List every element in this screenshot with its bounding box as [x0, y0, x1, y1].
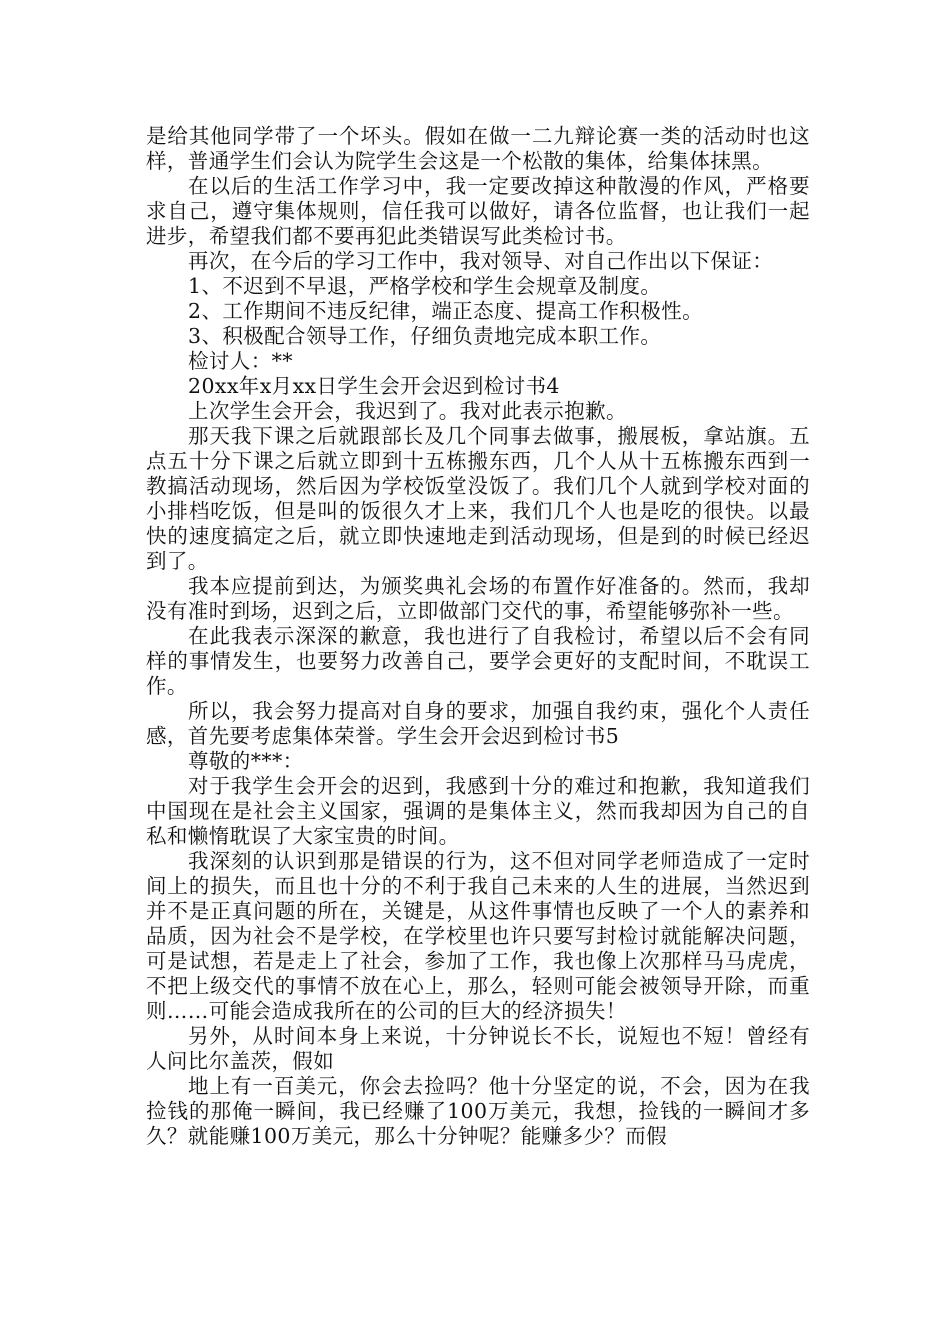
- salutation-line: 尊敬的***：: [188, 749, 304, 773]
- paragraph-18: 地上有一百美元，你会去捡吗？他十分坚定的说，不会，因为在我捡钱的那俺一瞬间，我已经赚了100万美元，我想，捡钱的一瞬间才多久？就能赚100万美元，那么十分钟呢？能赚多少？而假: [146, 1074, 810, 1148]
- paragraph-1: 是给其他同学带了一个坏头。假如在做一二九辩论赛一类的活动时也这样，普通学生们会认为院学生会这是一个松散的集体，给集体抹黑。: [146, 124, 810, 173]
- date-heading-line: 20xx年x月xx日学生会开会迟到检讨书4: [188, 374, 560, 398]
- paragraph-11: 我本应提前到达，为颁奖典礼会场的布置作好准备的。然而，我却没有准时到场，迟到之后，立即做部门交代的事，希望能够弥补一些。: [146, 574, 810, 623]
- list-item-2: 2、工作期间不违反纪律，端正态度、提高工作积极性。: [188, 299, 704, 323]
- paragraph-13: 所以，我会努力提高对自身的要求，加强自我约束，强化个人责任感，首先要考虑集体荣誉。学生会开会迟到检讨书5: [146, 699, 810, 748]
- paragraph-3: 再次，在今后的学习工作中，我对领导、对自己作出以下保证：: [188, 249, 774, 273]
- paragraph-16: 我深刻的认识到那是错误的行为，这不但对同学老师造成了一定时间上的损失，而且也十分的不利于我自己未来的人生的进展，当然迟到并不是正真问题的所在，关键是，从这件事情也反映了一个人的素养和品质，因为社会不是学校，在学校里也许只要写封检讨就能解决问题，可是试想，若是走上了社会，参加了工作，我也像上次那样马马虎虎，不把上级交代的事情不放在心上，那么，轻则可能会被领导开除，而重则……可能会造成我所在的公司的巨大的经济损失！: [146, 849, 810, 1023]
- list-item-3: 3、积极配合领导工作，仔细负责地完成本职工作。: [188, 324, 662, 348]
- paragraph-15: 对于我学生会开会的迟到，我感到十分的难过和抱歉，我知道我们中国现在是社会主义国家，强调的是集体主义，然而我却因为自己的自私和懒惰耽误了大家宝贵的时间。: [146, 774, 810, 848]
- paragraph-12: 在此我表示深深的歉意，我也进行了自我检讨，希望以后不会有同样的事情发生，也要努力改善自己，要学会更好的支配时间，不耽误工作。: [146, 624, 810, 698]
- paragraph-17: 另外，从时间本身上来说，十分钟说长不长，说短也不短！曾经有人问比尔盖茨，假如: [146, 1024, 810, 1073]
- paragraph-2: 在以后的生活工作学习中，我一定要改掉这种散漫的作风，严格要求自己，遵守集体规则，信任我可以做好，请各位监督，也让我们一起进步，希望我们都不要再犯此类错误写此类检讨书。: [146, 174, 810, 248]
- document-body: [146, 124, 810, 1149]
- list-item-1: 1、不迟到不早退，严格学校和学生会规章及制度。: [188, 274, 662, 298]
- paragraph-9: 上次学生会开会，我迟到了。我对此表示抱歉。: [188, 399, 627, 423]
- paragraph-10: 那天我下课之后就跟部长及几个同事去做事，搬展板，拿站旗。五点五十分下课之后就立即到十五栋搬东西，几个人从十五栋搬东西到一教搞活动现场，然后因为学校饭堂没饭了。我们几个人就到学校对面的小排档吃饭，但是叫的饭很久才上来，我们几个人也是吃的很快。以最快的速度搞定之后，就立即快速地走到活动现场，但是到的时候已经迟到了。: [146, 424, 810, 573]
- signature-line: 检讨人：**: [188, 349, 293, 373]
